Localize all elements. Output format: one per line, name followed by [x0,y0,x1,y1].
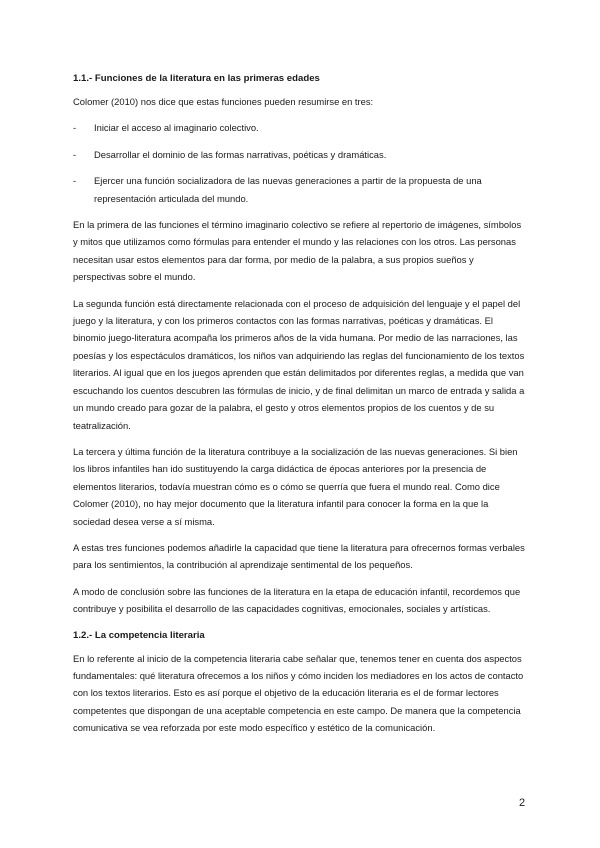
list-item-text: Iniciar el acceso al imaginario colectivo. [94,122,259,134]
bullet-dash: - [73,175,77,187]
paragraph-second-function: La segunda función está directamente relacionada con el proceso de adquisición del lenguaje y el papel del juego y la literatura, y con los primeros contactos con las formas narrativas, poéticas y dramáticas. El binomio juego-literatura acompaña los primeros años de la vida humana. Por medio de las narraciones, las poesías y los espectáculos dramáticos, los niños van adquiriendo las reglas del funcionamiento de los textos literarios. Al igual que en los juegos aprenden que están delimitados por diferentes reglas, a medida que van escuchando los cuentos descubren las fórmulas de inicio, y de final delimitan un marco de entrada y salida a un mundo creado para gozar de la palabra, el gesto y otros elementos propios de los cuentos y de su teatralización. [73,297,525,431]
section-heading-funciones: 1.1.- Funciones de la literatura en las primeras edades [73,73,320,84]
page-number: 2 [519,797,526,809]
paragraph-first-function: En la primera de las funciones el término imaginario colectivo se refiere al repertorio de imágenes, símbolos y mitos que utilizamos como fórmulas para entender el mundo y las relaciones con los otros. Las personas necesitan usar estos elementos para dar forma, por medio de la palabra, a sus propios sueños y perspectivas sobre el mundo. [73,219,522,283]
bullet-dash: - [73,122,77,134]
intro-paragraph: Colomer (2010) nos dice que estas funciones pueden resumirse en tres: [73,96,374,107]
list-item [73,119,528,136]
paragraph-third-function: La tercera y última función de la literatura contribuye a la socialización de las nuevas generaciones. Si bien los libros infantiles han ido sustituyendo la carga didáctica de épocas anteriores por la presencia de elementos literarios, todavía muestran cómo es o cómo se querría que fuera el mundo real. Como dice Colomer (2010), no hay mejor documento que la literatura infantil para conocer la forma en la que la sociedad desea verse a sí misma. [73,445,518,527]
paragraph-additional-function: A estas tres funciones podemos añadirle la capacidad que tiene la literatura para ofrecernos formas verbales para los sentimientos, la contribución al aprendizaje sentimental de los pequeños. [73,541,525,571]
list-item [73,172,528,207]
paragraph-competencia: En lo referente al inicio de la competencia literaria cabe señalar que, tenemos tener en cuenta dos aspectos fundamentales: qué literatura ofrecemos a los niños y cómo inciden los mediadores en los actos de contacto con los textos literarios. Esto es así porque el objetivo de la educación literaria es el de formar lectores competentes que dispongan de una aceptable competencia en este campo. De manera que la competencia comunicativa se vea reforzada por este modo específico y estético de la comunicación. [73,652,524,734]
functions-list [73,119,528,207]
section-heading-competencia: 1.2.- La competencia literaria [73,629,205,641]
paragraph-conclusion: A modo de conclusión sobre las funciones de la literatura en la etapa de educación infantil, recordemos que contribuye y posibilita el desarrollo de las capacidades cognitivas, emocionales, sociales y artísticas. [73,585,521,615]
list-item [73,146,528,163]
list-item-text: Ejercer una función socializadora de las nuevas generaciones a partir de la propuesta de una representación articulada del mundo. [94,175,482,204]
bullet-dash: - [73,148,77,160]
page-content [73,70,528,746]
list-item-text: Desarrollar el dominio de las formas narrativas, poéticas y dramáticas. [94,148,387,160]
